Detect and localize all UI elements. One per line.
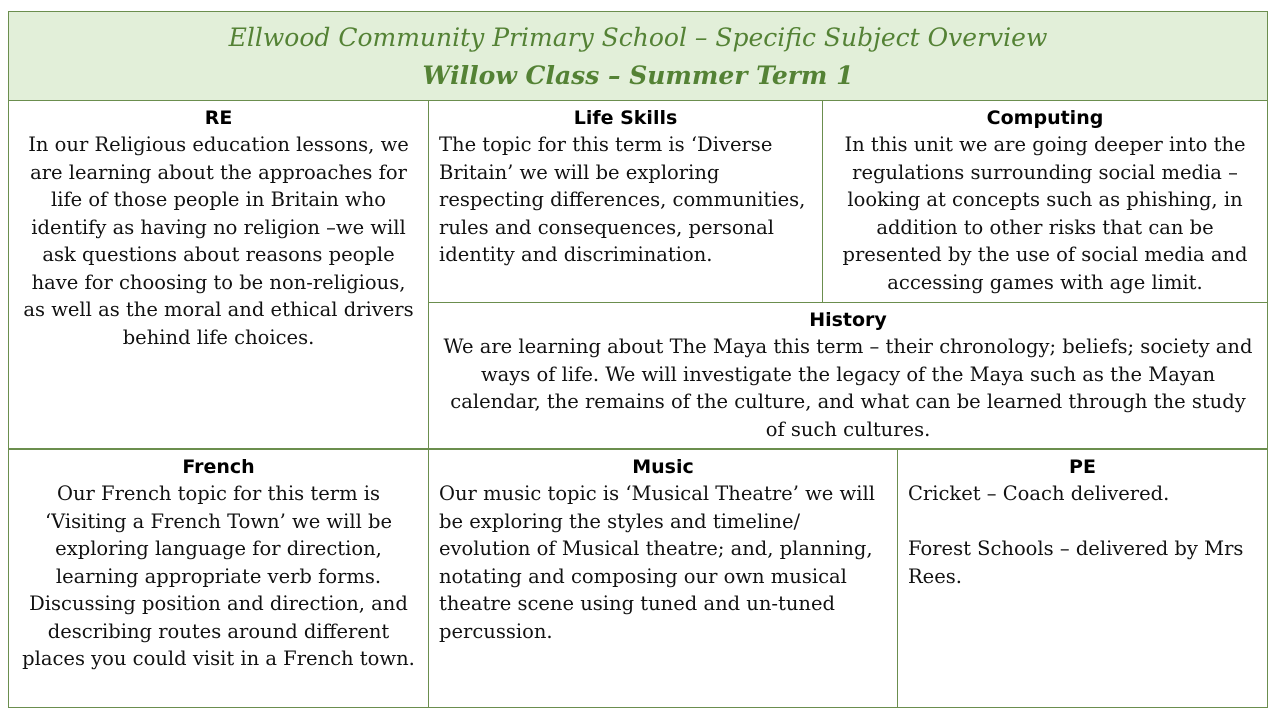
french-body: Our French topic for this term is ‘Visiting a French Town’ we will be exploring language for direction, learning appropriate verb forms. Discussing position and direction, and describing routes around different places you could visit in a French town. [22, 482, 415, 670]
re-body: In our Religious education lessons, we are learning about the approaches for life of those people in Britain who identify as having no religion –we will ask questions about reasons people have for choosing to be non-religious, as well as the moral and ethical drivers behind life choices. [23, 133, 414, 349]
pe-line-forest-schools: Forest Schools – delivered by Mrs Rees. [908, 537, 1244, 588]
pe-body [908, 480, 1257, 590]
music-cell [428, 449, 898, 708]
life-skills-body: The topic for this term is ‘Diverse Britain’ we will be exploring respecting differences, communities, rules and consequences, personal identity and discrimination. [439, 133, 806, 266]
class-term-title: Willow Class – Summer Term 1 [422, 61, 854, 90]
music-body: Our music topic is ‘Musical Theatre’ we will be exploring the styles and timeline/ evolution of Musical theatre; and, planning, notating and composing our own musical theatre scene using tuned and un-tuned percussion. [439, 482, 875, 643]
french-heading: French [182, 456, 255, 478]
computing-heading: Computing [986, 107, 1104, 129]
re-heading: RE [204, 107, 233, 129]
music-heading: Music [632, 456, 694, 478]
life-skills-heading: Life Skills [573, 107, 678, 129]
subject-overview-table [8, 11, 1268, 708]
computing-body: In this unit we are going deeper into the regulations surrounding social media – looking at concepts such as phishing, in addition to other risks that can be presented by the use of social media and accessing games with age limit. [842, 133, 1248, 294]
pe-cell [897, 449, 1268, 708]
history-heading: History [809, 309, 887, 331]
computing-cell [822, 100, 1268, 303]
pe-line-cricket: Cricket – Coach delivered. [908, 482, 1170, 505]
history-body: We are learning about The Maya this term – their chronology; beliefs; society and ways of life. We will investigate the legacy of the Maya such as the Mayan calendar, the remains of the culture, and what can be learned through the study of such cultures. [443, 335, 1253, 441]
pe-heading: PE [1069, 456, 1096, 478]
re-cell [8, 100, 429, 449]
school-title: Ellwood Community Primary School – Specific Subject Overview [228, 23, 1048, 52]
history-cell [428, 302, 1268, 449]
french-cell [8, 449, 429, 708]
life-skills-cell [428, 100, 823, 303]
overview-header [8, 11, 1268, 101]
